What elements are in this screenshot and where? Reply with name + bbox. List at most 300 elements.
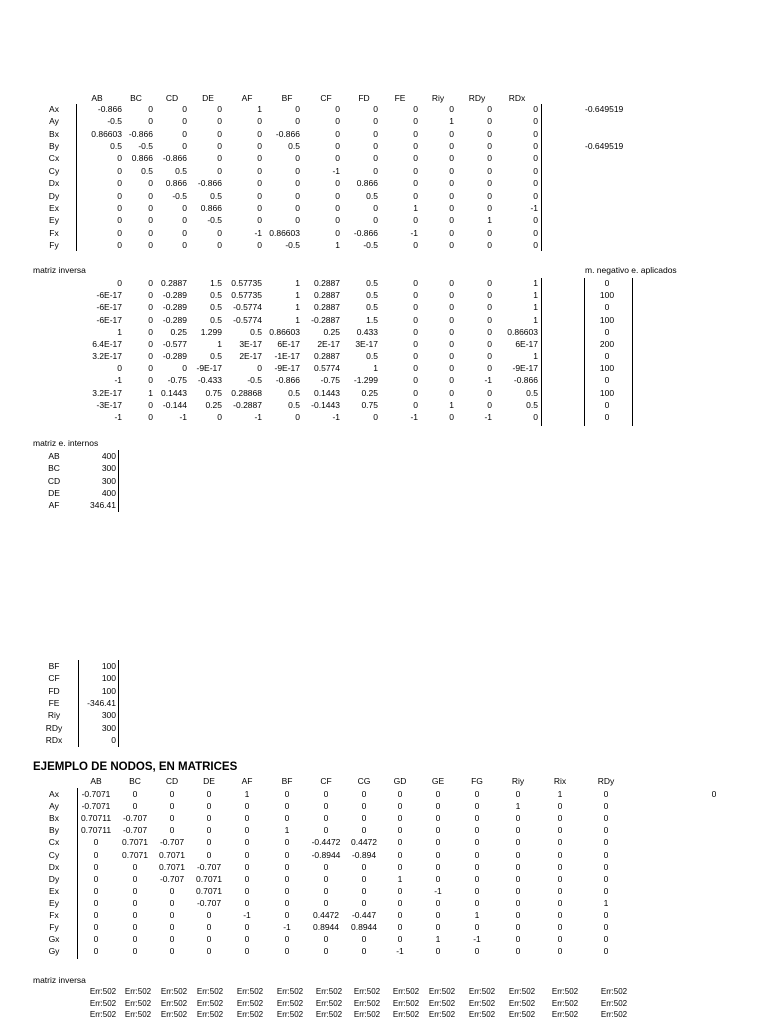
matrix-cell: 0	[557, 825, 563, 836]
matrix-cell: 1.5	[210, 278, 222, 288]
matrix-cell: 0	[182, 227, 187, 238]
matrix-cell: 0	[435, 837, 441, 848]
matrix-cell: 0	[397, 910, 403, 920]
matrix-cell: 0	[148, 314, 153, 325]
matrix-cell: -9E-17	[274, 363, 300, 374]
matrix-cell: 0	[603, 825, 609, 836]
vector-cell: 300	[101, 475, 116, 486]
matrix-cell: 0	[449, 326, 454, 337]
matrix-cell: -0.7071	[81, 789, 111, 799]
matrix-cell: 0	[413, 128, 418, 139]
matrix-cell: 0.5774	[314, 363, 340, 374]
matrix-cell: 0	[557, 897, 563, 908]
matrix-cell: 0	[257, 165, 262, 176]
matrix-cell: 0	[244, 801, 250, 812]
matrix-cell: -0.5	[138, 141, 153, 152]
matrix-cell: 0	[257, 240, 262, 251]
error-cell: Err:502	[428, 1010, 456, 1020]
matrix-cell: 1	[117, 326, 122, 337]
matrix-cell: 0	[413, 314, 418, 325]
matrix-cell: 0	[132, 910, 138, 920]
error-cell: Err:502	[315, 987, 343, 996]
matrix-cell: 0	[373, 411, 378, 422]
matrix-cell: 0	[373, 104, 378, 114]
error-cell: Err:502	[353, 998, 381, 1008]
matrix-bracket-right	[541, 104, 542, 251]
matrix-cell: 0	[206, 825, 212, 836]
matrix-cell: -1	[283, 922, 291, 933]
row-label: Ex	[49, 202, 59, 213]
matrix-cell: 0	[295, 178, 300, 189]
matrix-cell: 0	[217, 165, 222, 176]
matrix-cell: 0	[474, 873, 480, 884]
matrix-cell: 1	[295, 290, 300, 301]
matrix-cell: 0	[413, 104, 418, 114]
matrix-cell: 0	[449, 165, 454, 176]
matrix-cell: 0	[257, 178, 262, 189]
error-cell: Err:502	[392, 998, 420, 1008]
matrix-cell: 0	[515, 922, 521, 933]
matrix-cell: 0	[557, 813, 563, 824]
matrix-cell: -0.433	[197, 375, 222, 386]
matrix-cell: 0	[449, 351, 454, 362]
matrix-cell: -1	[114, 375, 122, 386]
column-header: RDy	[468, 93, 486, 103]
matrix-cell: 0.866	[165, 178, 187, 189]
matrix-cell: 0	[449, 141, 454, 152]
row-label: CF	[48, 673, 60, 684]
matrix-cell: 0	[323, 885, 329, 896]
column-header: Riy	[511, 776, 525, 786]
matrix-cell: 0	[435, 922, 441, 933]
matrix-cell: 0	[182, 128, 187, 139]
matrix-cell: 0	[335, 190, 340, 201]
matrix-cell: 1	[533, 302, 538, 313]
row-label: Ay	[49, 801, 59, 812]
error-cell: Err:502	[89, 998, 117, 1008]
matrix-cell: 0.5	[210, 314, 222, 325]
row-label: Bx	[49, 813, 59, 824]
matrix-cell: 0.86603	[91, 128, 122, 139]
matrix-cell: 0.5	[288, 141, 300, 152]
vector-cell: 0	[604, 326, 610, 337]
matrix-cell: 0	[93, 946, 99, 957]
matrix-cell: 0	[295, 190, 300, 201]
matrix-cell: -0.2887	[311, 314, 340, 325]
matrix-cell: 0	[373, 215, 378, 226]
matrix-cell: 0	[93, 861, 99, 872]
matrix-cell: 0	[117, 363, 122, 374]
matrix-cell: -0.5	[363, 240, 378, 251]
matrix-cell: 1	[217, 338, 222, 349]
matrix-cell: -0.866	[162, 153, 187, 164]
matrix-cell: 0	[487, 278, 492, 288]
error-cell: Err:502	[353, 987, 381, 996]
matrix-cell: 0	[148, 375, 153, 386]
matrix-cell: -0.866	[97, 104, 122, 114]
matrix-cell: 0	[449, 387, 454, 398]
matrix-cell: 0	[373, 116, 378, 127]
row-label: Cy	[48, 849, 60, 860]
matrix-cell: 0	[515, 789, 521, 799]
matrix-cell: -9E-17	[512, 363, 538, 374]
matrix-cell: 0.7071	[122, 837, 148, 848]
error-cell: Err:502	[89, 987, 117, 996]
row-label: Gx	[48, 934, 60, 945]
matrix-cell: -1E-17	[274, 351, 300, 362]
matrix-cell: 0.8944	[351, 922, 377, 933]
matrix-cell: 0	[148, 290, 153, 301]
row-label: Ex	[49, 885, 59, 896]
row-label: Ay	[49, 116, 59, 127]
matrix-cell: 1	[533, 351, 538, 362]
matrix-cell: 0	[132, 922, 138, 933]
row-label: Dx	[48, 178, 60, 189]
matrix-cell: 0	[603, 801, 609, 812]
matrix-cell: 0	[449, 314, 454, 325]
vector-cell: 400	[101, 487, 116, 498]
matrix-cell: 3.2E-17	[92, 387, 122, 398]
matrix-cell: -0.1443	[311, 399, 340, 410]
matrix-cell: 0	[413, 363, 418, 374]
matrix-cell: 0	[487, 190, 492, 201]
matrix-cell: 0	[557, 946, 563, 957]
matrix-cell: -0.866	[275, 128, 300, 139]
matrix-cell: -1	[473, 934, 481, 945]
matrix-cell: 0	[169, 897, 175, 908]
matrix-cell: -0.866	[353, 227, 378, 238]
matrix-cell: 0	[206, 910, 212, 920]
matrix-cell: 0	[413, 215, 418, 226]
matrix-cell: 0	[449, 153, 454, 164]
matrix-cell: 3E-17	[239, 338, 262, 349]
vector-cell: 0	[111, 734, 116, 745]
matrix-cell: 0	[323, 873, 329, 884]
vector-cell: 300	[101, 722, 116, 733]
matrix-cell: -0.866	[128, 128, 153, 139]
matrix-cell: 0	[435, 910, 441, 920]
matrix-cell: 0.2887	[314, 302, 340, 313]
matrix-cell: 0	[217, 104, 222, 114]
matrix-cell: 0	[284, 861, 290, 872]
column-header: CD	[165, 776, 179, 786]
matrix-cell: -1	[332, 411, 340, 422]
matrix-cell: 0	[449, 215, 454, 226]
error-cell: Err:502	[124, 1010, 152, 1020]
row-label: Dy	[48, 190, 60, 201]
matrix-cell: -0.5	[285, 240, 300, 251]
matrix-cell: 0	[169, 825, 175, 836]
error-cell: Err:502	[468, 987, 496, 996]
matrix-cell: 0	[323, 897, 329, 908]
matrix-cell: 0	[361, 885, 367, 896]
matrix-cell: 0	[244, 946, 250, 957]
error-cell: Err:502	[551, 987, 579, 996]
matrix-cell: -0.866	[275, 375, 300, 386]
matrix-cell: 0	[284, 885, 290, 896]
error-cell: Err:502	[551, 1010, 579, 1020]
error-cell: Err:502	[236, 998, 264, 1008]
matrix-cell: 0	[557, 873, 563, 884]
error-cell: Err:502	[160, 1010, 188, 1020]
matrix-cell: 0	[169, 813, 175, 824]
matrix-cell: 0	[169, 885, 175, 896]
column-header: GD	[393, 776, 407, 786]
matrix-cell: -0.75	[320, 375, 340, 386]
matrix-cell: -0.894	[351, 849, 377, 860]
matrix-cell: 0	[169, 922, 175, 933]
matrix-cell: -0.707	[196, 861, 222, 872]
matrix-cell: 0	[435, 813, 441, 824]
matrix-cell: 0	[449, 375, 454, 386]
matrix-cell: -6E-17	[96, 290, 122, 301]
error-cell: Err:502	[124, 987, 152, 996]
matrix-cell: 1	[474, 910, 480, 920]
matrix-cell: 0	[323, 825, 329, 836]
matrix-cell: 0	[413, 375, 418, 386]
matrix-cell: 0	[93, 837, 99, 848]
vector-bracket-left	[78, 660, 79, 747]
matrix-cell: 0	[295, 215, 300, 226]
matrix-cell: 0.5	[210, 190, 222, 201]
matrix-cell: 0	[244, 861, 250, 872]
row-label: Riy	[47, 710, 61, 721]
matrix-cell: 0.5	[110, 141, 122, 152]
matrix-cell: 0	[474, 789, 480, 799]
matrix-cell: -1	[410, 411, 418, 422]
matrix-cell: 0.5	[210, 351, 222, 362]
matrix-cell: 0	[257, 363, 262, 374]
vector-cell: 0	[604, 411, 610, 422]
row-label: Bx	[49, 128, 59, 139]
matrix-cell: 0.75	[205, 387, 222, 398]
matrix-cell: 0	[487, 116, 492, 127]
matrix-cell: 0	[487, 178, 492, 189]
matrix-cell: 0	[557, 801, 563, 812]
matrix-cell: 0	[217, 240, 222, 251]
matrix-cell: 0	[474, 946, 480, 957]
matrix-cell: 0	[413, 153, 418, 164]
matrix-cell: 6.4E-17	[92, 338, 122, 349]
error-cell: Err:502	[508, 1010, 536, 1020]
matrix-cell: 0	[323, 934, 329, 945]
matrix-cell: 0.25	[323, 326, 340, 337]
vector-cell: 0	[604, 399, 610, 410]
matrix-cell: 0	[295, 202, 300, 213]
column-header: FD	[358, 93, 370, 103]
row-label: By	[49, 141, 59, 152]
matrix-cell: -1	[410, 227, 418, 238]
matrix-cell: 6E-17	[277, 338, 300, 349]
column-header: FE	[394, 93, 406, 103]
matrix-cell: 0	[182, 240, 187, 251]
matrix-cell: 6E-17	[515, 338, 538, 349]
matrix-cell: 0	[557, 885, 563, 896]
matrix-cell: 0	[449, 240, 454, 251]
error-cell: Err:502	[276, 1010, 304, 1020]
matrix-cell: 0.86603	[507, 326, 538, 337]
vector-cell: 400	[101, 451, 116, 461]
matrix-cell: 0	[487, 202, 492, 213]
matrix-cell: 0	[533, 411, 538, 422]
matrix-cell: 0	[449, 104, 454, 114]
matrix-cell: 0.1443	[314, 387, 340, 398]
matrix-cell: -6E-17	[96, 302, 122, 313]
matrix-cell: 0	[169, 910, 175, 920]
matrix-cell: 0	[557, 849, 563, 860]
vector-bracket-left	[584, 278, 585, 426]
matrix-cell: 0	[361, 946, 367, 957]
matrix-cell: 0	[335, 227, 340, 238]
matrix-cell: 0	[474, 861, 480, 872]
matrix-cell: 0	[397, 897, 403, 908]
matrix-cell: 0	[515, 897, 521, 908]
matrix-cell: -0.289	[162, 351, 187, 362]
error-cell: Err:502	[600, 987, 628, 996]
row-label: AF	[48, 500, 60, 511]
matrix-cell: 0.5	[210, 302, 222, 313]
matrix-cell: -0.75	[167, 375, 187, 386]
matrix-cell: 0	[397, 861, 403, 872]
matrix-cell: 0	[413, 190, 418, 201]
matrix-cell: 0.25	[170, 326, 187, 337]
matrix-cell: 0	[435, 825, 441, 836]
matrix-cell: 0	[397, 801, 403, 812]
matrix-cell: 0	[487, 326, 492, 337]
row-label: Ey	[49, 897, 59, 908]
matrix-cell: 0	[557, 910, 563, 920]
error-cell: Err:502	[428, 987, 456, 996]
matrix-cell: 0	[244, 873, 250, 884]
matrix-cell: 0	[449, 363, 454, 374]
matrix-cell: 0	[603, 885, 609, 896]
column-header: CG	[357, 776, 371, 786]
vector-cell: 0	[604, 351, 610, 362]
vector-cell: 100	[599, 363, 615, 374]
result-value: -0.649519	[585, 104, 624, 114]
matrix-cell: -0.5774	[233, 302, 262, 313]
row-label: Ax	[49, 104, 59, 114]
matrix-cell: 0	[435, 789, 441, 799]
matrix-cell: -0.289	[162, 302, 187, 313]
matrix-cell: 0	[487, 128, 492, 139]
matrix-cell: -1	[254, 411, 262, 422]
matrix-cell: 0	[244, 897, 250, 908]
matrix-cell: 0.4472	[351, 837, 377, 848]
matrix-cell: 2E-17	[239, 351, 262, 362]
matrix-cell: 0	[257, 116, 262, 127]
matrix-cell: -0.144	[162, 399, 187, 410]
matrix-cell: 0	[257, 153, 262, 164]
matrix-cell: -1	[434, 885, 442, 896]
matrix-cell: 0	[284, 801, 290, 812]
matrix-cell: 0	[413, 141, 418, 152]
result-value: 0	[711, 789, 717, 799]
matrix-cell: 0	[487, 141, 492, 152]
matrix-cell: 1	[397, 873, 403, 884]
matrix-cell: 0	[295, 104, 300, 114]
matrix-cell: 0	[93, 922, 99, 933]
matrix-cell: 0	[515, 861, 521, 872]
matrix-cell: 0	[323, 813, 329, 824]
column-header: AB	[90, 776, 102, 786]
matrix-cell: 0	[413, 290, 418, 301]
matrix-cell: 0.5	[526, 399, 538, 410]
matrix-cell: 0	[361, 801, 367, 812]
matrix-cell: 1.299	[200, 326, 222, 337]
matrix-cell: 0	[169, 934, 175, 945]
column-header: DE	[203, 776, 215, 786]
matrix-cell: -0.5774	[233, 314, 262, 325]
matrix-cell: 0	[373, 202, 378, 213]
matrix-cell: 0	[474, 897, 480, 908]
matrix-cell: -0.7071	[81, 801, 111, 812]
matrix-cell: 0	[449, 290, 454, 301]
matrix-cell: 0	[487, 338, 492, 349]
matrix-cell: -3E-17	[96, 399, 122, 410]
matrix-cell: 0	[603, 873, 609, 884]
matrix-cell: 1	[148, 387, 153, 398]
error-cell: Err:502	[276, 998, 304, 1008]
matrix-cell: 0	[217, 128, 222, 139]
matrix-cell: 0	[148, 215, 153, 226]
matrix-cell: 1	[533, 290, 538, 301]
matrix-cell: 0.75	[361, 399, 378, 410]
column-header: RDy	[597, 776, 615, 786]
section-label: m. negativo e. aplicados	[585, 265, 677, 275]
matrix-cell: 0	[449, 278, 454, 288]
matrix-cell: 0.866	[131, 153, 153, 164]
matrix-cell: 0	[487, 165, 492, 176]
column-header: BC	[130, 93, 142, 103]
matrix-cell: 0.1443	[161, 387, 187, 398]
error-cell: Err:502	[392, 987, 420, 996]
matrix-cell: 0	[515, 934, 521, 945]
matrix-cell: 0.4472	[313, 910, 339, 920]
error-cell: Err:502	[600, 1010, 628, 1020]
matrix-cell: 0	[533, 104, 538, 114]
matrix-cell: -0.289	[162, 290, 187, 301]
matrix-cell: 0	[603, 922, 609, 933]
error-cell: Err:502	[160, 998, 188, 1008]
matrix-cell: 0	[487, 302, 492, 313]
matrix-cell: -1	[530, 202, 538, 213]
matrix-cell: 0	[295, 116, 300, 127]
matrix-cell: -1	[114, 411, 122, 422]
error-cell: Err:502	[124, 998, 152, 1008]
matrix-cell: 0.86603	[269, 326, 300, 337]
matrix-cell: 0	[413, 240, 418, 251]
matrix-cell: 0	[361, 873, 367, 884]
matrix-cell: 0	[148, 278, 153, 288]
vector-cell: 0	[604, 375, 610, 386]
matrix-cell: 3.2E-17	[92, 351, 122, 362]
matrix-cell: 0	[449, 302, 454, 313]
matrix-cell: 0	[284, 849, 290, 860]
matrix-cell: 0	[487, 227, 492, 238]
matrix-cell: -1.299	[353, 375, 378, 386]
error-cell: Err:502	[196, 1010, 224, 1020]
error-cell: Err:502	[551, 998, 579, 1008]
matrix-cell: -1	[243, 910, 251, 920]
vector-cell: 346.41	[90, 500, 116, 511]
matrix-cell: 1.5	[366, 314, 378, 325]
matrix-cell: -0.5	[247, 375, 262, 386]
matrix-cell: 0	[413, 302, 418, 313]
matrix-cell: 0.2887	[314, 290, 340, 301]
matrix-cell: 0	[487, 290, 492, 301]
matrix-cell: 0	[284, 789, 290, 799]
